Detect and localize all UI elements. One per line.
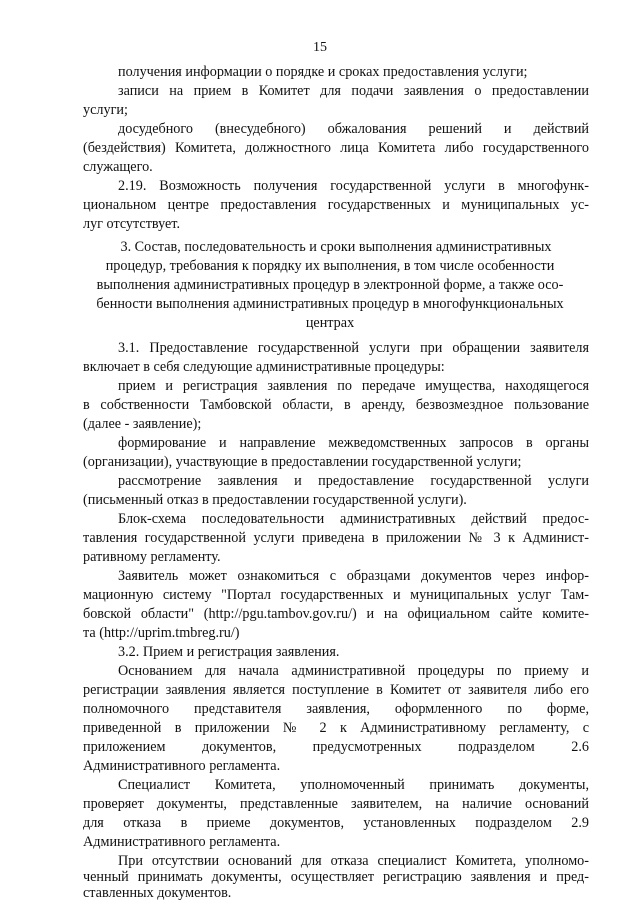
text-line: ченный принимать документы, осуществляет регистрацию заявления и пред- xyxy=(83,869,589,885)
text-line: прием и регистрация заявления по передаче имущества, находящегося xyxy=(118,378,589,394)
text-line: получения информации о порядке и сроках предоставления услуги; xyxy=(118,64,528,80)
text-line: включает в себя следующие административные процедуры: xyxy=(83,359,445,375)
text-line: 2.19. Возможность получения государственной услуги в многофунк- xyxy=(118,178,589,194)
text-line: При отсутствии оснований для отказа специалист Комитета, уполномо- xyxy=(118,853,589,869)
text-line: служащего. xyxy=(83,159,153,175)
text-line: ставленных документов. xyxy=(83,885,232,901)
text-line: полномочного представителя заявления, оформленного по форме, xyxy=(83,701,589,717)
text-line: (письменный отказ в предоставлении государственной услуги). xyxy=(83,492,467,508)
section-heading-line: процедур, требования к порядку их выполнения, в том числе особенности xyxy=(105,258,555,274)
text-line: приведенной в приложении № 2 к Административному регламенту, с xyxy=(83,720,589,736)
text-line: в собственности Тамбовской области, в аренду, безвозмездное пользование xyxy=(83,397,589,413)
text-line: циональном центре предоставления государственных и муниципальных ус- xyxy=(83,197,589,213)
text-line: Основанием для начала административной процедуры по приему и xyxy=(118,663,589,679)
text-line: та (http://uprim.tmbreg.ru/) xyxy=(83,625,240,641)
text-line: регистрации заявления является поступление в Комитет от заявителя либо его xyxy=(83,682,589,698)
text-line: услуги; xyxy=(83,102,128,118)
text-line: бовской области" (http://pgu.tambov.gov.ru/) и на официальном сайте комите- xyxy=(83,606,589,622)
text-line: 3.2. Прием и регистрация заявления. xyxy=(118,644,340,660)
text-line: мационную систему "Портал государственных и муниципальных услуг Там- xyxy=(83,587,589,603)
text-line: досудебного (внесудебного) обжалования решений и действий xyxy=(118,121,589,137)
text-line: 3.1. Предоставление государственной услуги при обращении заявителя xyxy=(118,340,589,356)
text-line: приложением документов, предусмотренных подразделом 2.6 xyxy=(83,739,589,755)
text-line: формирование и направление межведомственных запросов в органы xyxy=(118,435,589,451)
text-line: (бездействия) Комитета, должностного лица Комитета либо государственного xyxy=(83,140,589,156)
section-heading-line: выполнения административных процедур в электронной форме, а также осо- xyxy=(96,277,564,293)
text-line: рассмотрение заявления и предоставление государственной услуги xyxy=(118,473,589,489)
text-line: (далее - заявление); xyxy=(83,416,202,432)
text-line: Заявитель может ознакомиться с образцами документов через инфор- xyxy=(118,568,589,584)
text-line: ративному регламенту. xyxy=(83,549,221,565)
section-heading-line: центрах xyxy=(305,315,355,331)
section-heading-line: 3. Состав, последовательность и сроки выполнения административных xyxy=(120,239,552,255)
text-line: записи на прием в Комитет для подачи заявления о предоставлении xyxy=(118,83,589,99)
text-line: Специалист Комитета, уполномоченный принимать документы, xyxy=(118,777,589,793)
text-line: тавления государственной услуги приведена в приложении № 3 к Админист- xyxy=(83,530,589,546)
text-line: Административного регламента. xyxy=(83,834,281,850)
text-line: Блок-схема последовательности административных действий предос- xyxy=(118,511,589,527)
section-heading-line: бенности выполнения административных процедур в многофункциональных xyxy=(96,296,564,312)
text-line: (организации), участвующие в предоставлении государственной услуги; xyxy=(83,454,522,470)
text-line: для отказа в приеме документов, установленных подразделом 2.9 xyxy=(83,815,589,831)
text-line: луг отсутствует. xyxy=(83,216,180,232)
page-number: 15 xyxy=(313,40,327,55)
text-line: Административного регламента. xyxy=(83,758,281,774)
text-line: проверяет документы, представленные заявителем, на наличие оснований xyxy=(83,796,589,812)
